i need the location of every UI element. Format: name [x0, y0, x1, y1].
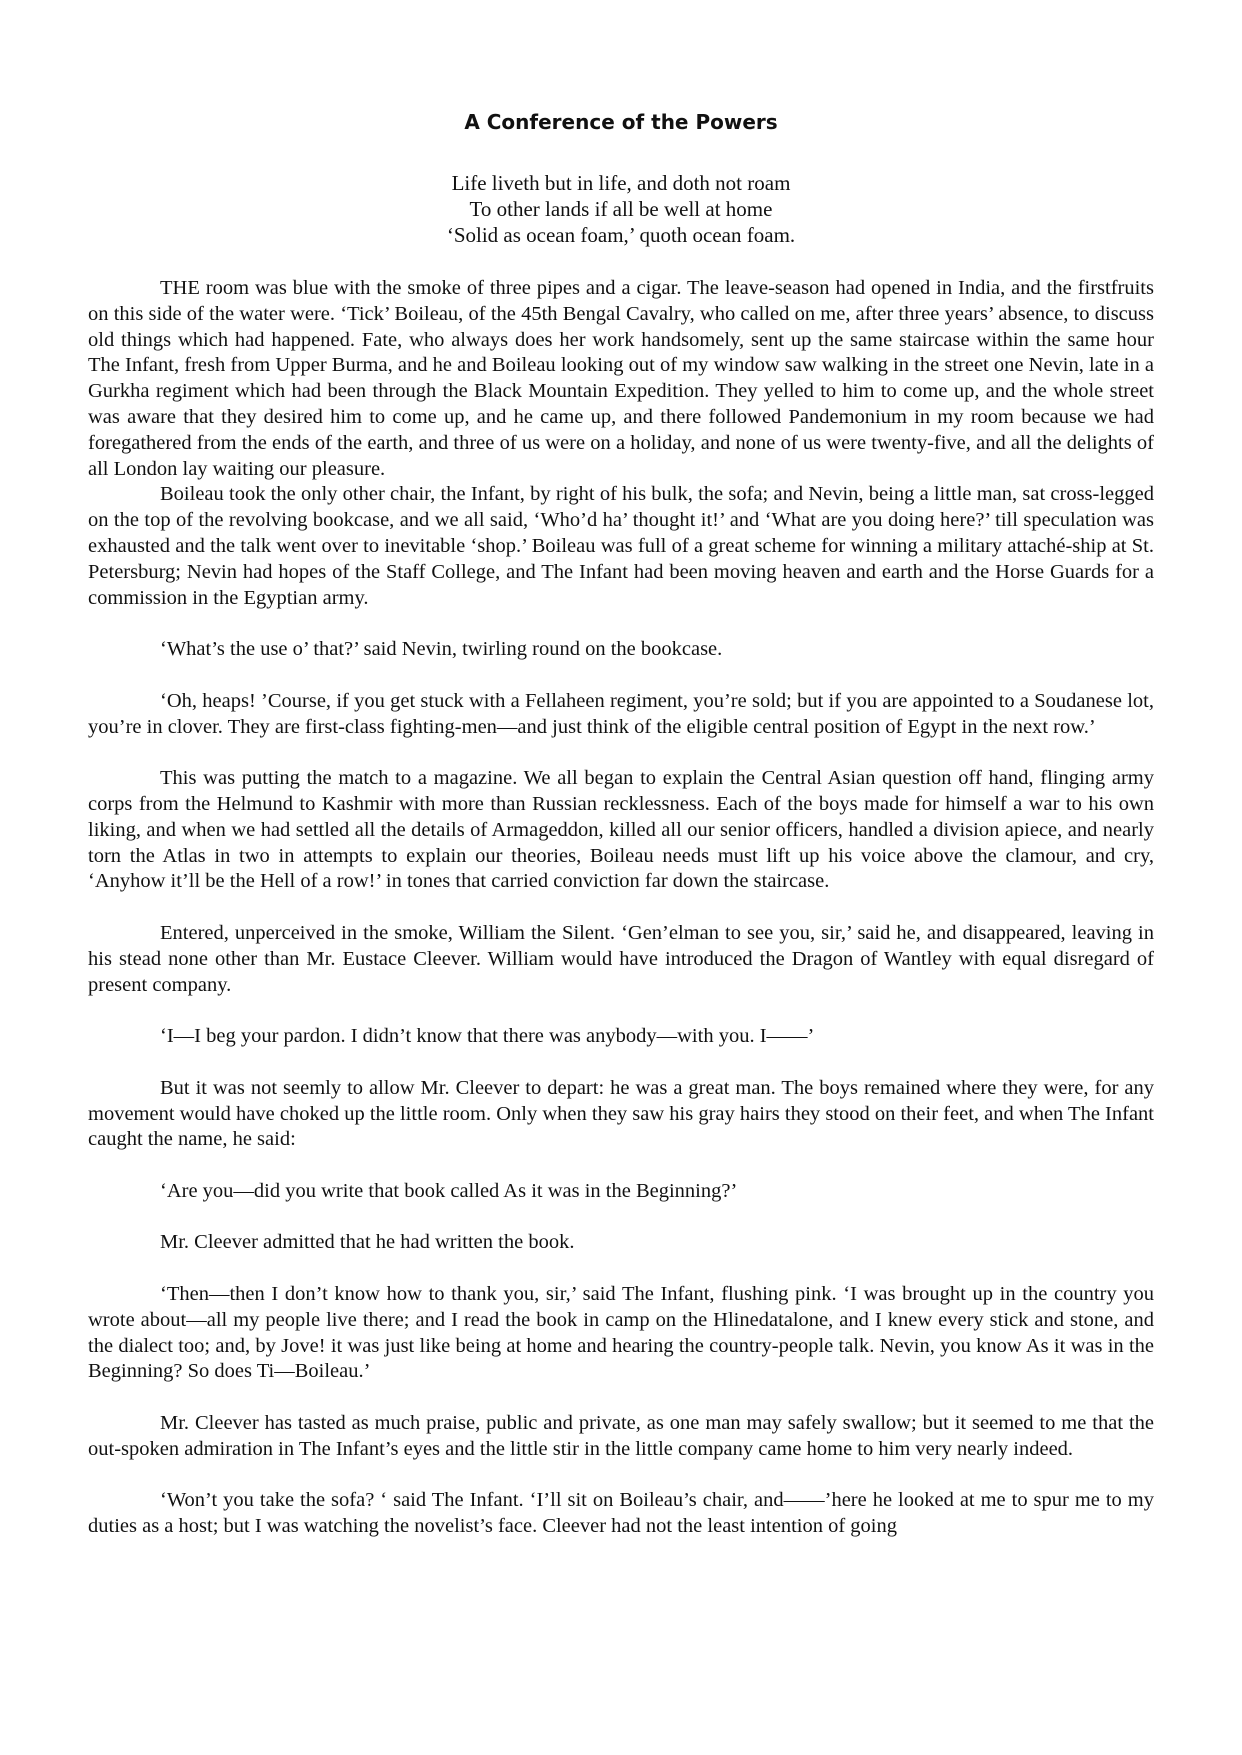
- epigraph: [0, 170, 1242, 248]
- paragraph: Mr. Cleever admitted that he had written the book.: [160, 1231, 575, 1254]
- paragraph: ‘Oh, heaps! ’Course, if you get stuck with a Fellaheen regiment, you’re sold; but if you are appointed to a Soudanese lot, you’re in clover. They are first-class fighting-men—and just think of the eligible central position of Egypt in the next row.’: [88, 689, 1154, 738]
- paragraph: THE room was blue with the smoke of three pipes and a cigar. The leave-season had opened in India, and the firstfruits on this side of the water were. ‘Tick’ Boileau, of the 45th Bengal Cavalry, who called on me, after three years’ absence, to discuss old things which had happened. Fate, who always does her work handsomely, sent up the same staircase within the same hour The Infant, fresh from Upper Burma, and he and Boileau looking out of my window saw walking in the street one Nevin, late in a Gurkha regiment which had been through the Black Mountain Expedition. They yelled to him to come up, and the whole street was aware that they desired him to come up, and he came up, and there followed Pandemonium in my room because we had foregathered from the ends of the earth, and three of us were on a holiday, and none of us were twenty-five, and all the delights of all London lay waiting our pleasure.: [88, 277, 1154, 480]
- paragraph: But it was not seemly to allow Mr. Cleever to depart: he was a great man. The boys remained where they were, for any movement would have choked up the little room. Only when they saw his gray hairs they stood on their feet, and when The Infant caught the name, he said:: [88, 1076, 1154, 1151]
- paragraph: Mr. Cleever has tasted as much praise, public and private, as one man may safely swallow; but it seemed to me that the out-spoken admiration in The Infant’s eyes and the little stir in the little company came home to him very nearly indeed.: [88, 1412, 1154, 1460]
- paragraph: This was putting the match to a magazine. We all began to explain the Central Asian question off hand, flinging army corps from the Helmund to Kashmir with more than Russian recklessness. Each of the boys made for himself a war to his own liking, and when we had settled all the details of Armageddon, killed all our senior officers, handled a division apiece, and nearly torn the Atlas in two in attempts to explain our theories, Boileau needs must lift up his voice above the clamour, and cry, ‘Anyhow it’ll be the Hell of a row!’ in tones that carried conviction far down the staircase.: [88, 767, 1154, 893]
- paragraph: Entered, unperceived in the smoke, William the Silent. ‘Gen’elman to see you, sir,’ said he, and disappeared, leaving in his stead none other than Mr. Eustace Cleever. William would have introduced the Dragon of Wantley with equal disregard of present company.: [88, 921, 1154, 996]
- paragraph: ‘Are you—did you write that book called As it was in the Beginning?’: [160, 1179, 738, 1202]
- epigraph-line: To other lands if all be well at home: [469, 197, 773, 221]
- paragraph: ‘Then—then I don’t know how to thank you, sir,’ said The Infant, flushing pink. ‘I was brought up in the country you wrote about—all my people live there; and I read the book in camp on the Hlinedatalone, and I knew every stick and stone, and the dialect too; and, by Jove! it was just like being at home and hearing the country-people talk. Nevin, you know As it was in the Beginning? So does Ti—Boileau.’: [88, 1283, 1154, 1383]
- story-body: [88, 276, 1154, 1540]
- paragraph: ‘What’s the use o’ that?’ said Nevin, twirling round on the bookcase.: [160, 638, 723, 661]
- paragraph: Boileau took the only other chair, the Infant, by right of his bulk, the sofa; and Nevin, being a little man, sat cross-legged on the top of the revolving bookcase, and we all said, ‘Who’d ha’ thought it!’ and ‘What are you doing here?’ till speculation was exhausted and the talk went over to inevitable ‘shop.’ Boileau was full of a great scheme for winning a military attaché-ship at St. Petersburg; Nevin had hopes of the Staff College, and The Infant had been moving heaven and earth and the Horse Guards for a commission in the Egyptian army.: [88, 483, 1154, 609]
- epigraph-line: Life liveth but in life, and doth not roam: [451, 171, 791, 195]
- paragraph: ‘I—I beg your pardon. I didn’t know that there was anybody—with you. I——’: [160, 1025, 815, 1048]
- paragraph: ‘Won’t you take the sofa? ‘ said The Infant. ‘I’ll sit on Boileau’s chair, and——’here he looked at me to spur me to my duties as a host; but I was watching the novelist’s face. Cleever had not the least intention of going: [88, 1489, 1154, 1538]
- page-title: A Conference of the Powers: [464, 110, 778, 134]
- epigraph-line: ‘Solid as ocean foam,’ quoth ocean foam.: [446, 223, 796, 247]
